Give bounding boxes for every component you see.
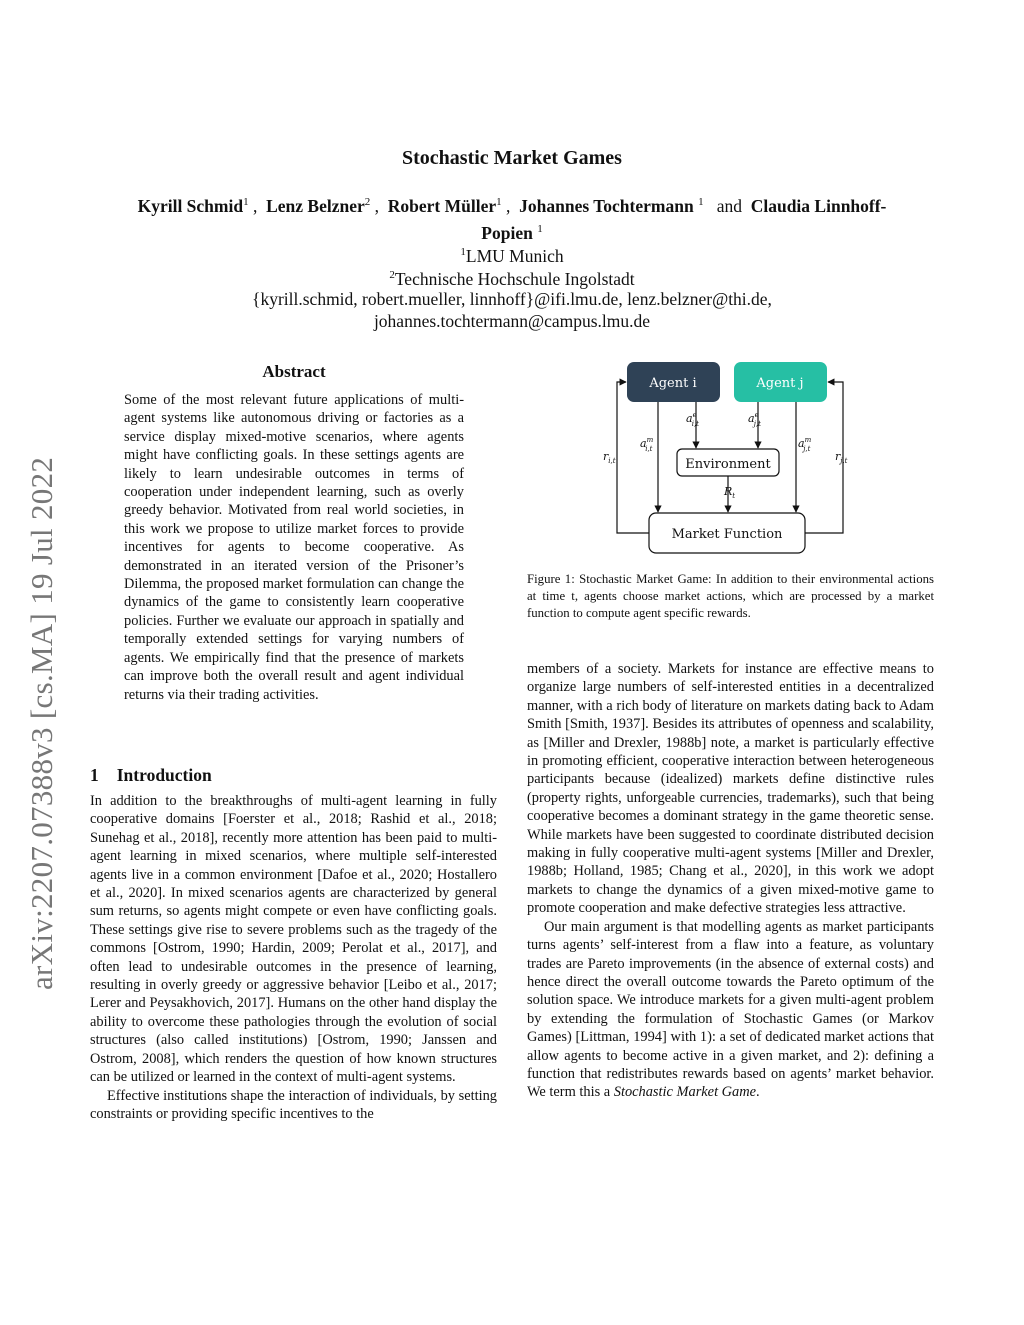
abstract-heading: Abstract <box>262 362 326 381</box>
affiliation-emails-1: {kyrill.schmid, robert.mueller, linnhoff}@ifi.lmu.de, lenz.belzner@thi.de, <box>252 289 772 309</box>
introduction-text <box>90 792 497 1123</box>
right-paragraph-2: Our main argument is that modelling agents as market participants turns agents’ self-interest from a flaw into a feature, as voluntary trades are Pareto improvements (in the absence of external costs) and hence direct the overall outcome towards the Pareto optimum of the solution space. We introduce markets for a given multi-agent problem by extending the formulation of Stochastic Games (or Markov Games) [Littman, 1994] with 1): a set of dedicated market actions that allow agents to become active in a given market, and 2): defining a function that redistributes rewards based on agents’ market behavior. We term this a Stochastic Market Game. <box>527 918 934 1101</box>
label-a-e-j: $a^e$ j,t <box>748 411 761 428</box>
intro-paragraph-2: Effective institutions shape the interaction of individuals, by setting constraints or providing specific incentives to the <box>90 1087 497 1122</box>
author-5: Claudia Linnhoff-Popien <box>481 195 887 243</box>
market-function-label: Market Function <box>671 527 783 542</box>
label-a-e-i: $a^e$ i,t <box>686 411 699 428</box>
agent-j-label: Agent j <box>756 376 804 391</box>
environment-label: Environment <box>685 457 771 472</box>
author-4: Johannes Tochtermann <box>519 195 694 216</box>
affiliation-emails-2: johannes.tochtermann@campus.lmu.de <box>373 311 651 331</box>
abstract-text: Some of the most relevant future applications of multi-agent systems like autonomous driving or factories as a service display mixed-motive scenarios, where agents might have conflicting goals. In these settings agents are likely to learn undesirable outcomes in terms of cooperation under independent learning, such as overly greedy behavior. Motivated from real world societies, in this work we propose to utilize market forces to provide incentives for agents to become cooperative. As demonstrated in an iterated version of the Prisoner’s Dilemma, the proposed market formulation can change the dynamics of the game to consistently learn cooperative policies. Further we evaluate our approach in spatially and temporally extended settings for varying numbers of agents. We empirically find that the presence of markets can improve both the overall result and agent individual returns via their trading activities. <box>124 392 464 703</box>
figure-stochastic-market-game <box>600 358 860 558</box>
label-r-j: $r_{j,t}$ <box>835 450 848 465</box>
right-paragraph-1: members of a society. Markets for instance are effective means to organize large numbers of self-interested entities in a decentralized manner, with a rich body of literature on markets dating back to Adam Smith [Smith, 1937]. Besides its attributes of openness and scalability, as [Miller and Drexler, 1988b] note, a market is particularly effective in promoting efficient, cooperative interaction between heterogeneous participants because (idealized) markets define distinctive rules (property rights, unforgeable currencies, trademarks), such that being cooperative becomes a dominant strategy in the game theoretic sense. While markets have been suggested to coordinate distributed decision making in fully cooperative multi-agent systems [Miller and Drexler, 1988b; Holland, 1985; Chang et al., 2020], in this work we adopt markets to change the dynamics of a given mixed-motive game to promote cooperation and make defective strategies less attractive. <box>527 661 934 917</box>
section-heading-introduction: 1 Introduction <box>90 765 212 785</box>
author-list: Kyrill Schmid$^1$ , Lenz Belzner$^2$ , Robert Müller$^1$ , Johannes Tochtermann $^1$ and Claudia Linnhoff-Popien $^1$ <box>137 195 887 243</box>
arrow-reward-i <box>617 382 649 533</box>
label-r-i: $r_{i,t}$ <box>603 450 616 465</box>
author-2: Lenz Belzner <box>266 195 365 216</box>
author-3: Robert Müller <box>387 195 497 216</box>
author-1: Kyrill Schmid <box>137 195 244 216</box>
agent-i-label: Agent i <box>649 376 697 391</box>
affiliation-1: $^1$LMU Munich <box>460 245 564 266</box>
paper-title: Stochastic Market Games <box>402 147 622 169</box>
label-a-m-i: $a^m$ i,t <box>640 436 654 453</box>
label-a-m-j: $a^m$ j,t <box>798 436 812 453</box>
right-column-text <box>527 660 934 1102</box>
affiliation-2: $^2$Technische Hochschule Ingolstadt <box>389 268 635 289</box>
arxiv-identifier: arXiv:2207.07388v3 [cs.MA] 19 Jul 2022 <box>24 456 59 990</box>
author-conjunction: and <box>716 195 742 216</box>
intro-paragraph-1: In addition to the breakthroughs of multi-agent learning in fully cooperative domains [Foerster et al., 2018; Rashid et al., 2018; Sunehag et al., 2018], recently more attention has been paid to multi-agent learning in mixed scenarios, where multiple self-interested agents live in a common environment [Dafoe et al., 2020; Hostallero et al., 2020]. In mixed scenarios agents are characterized by general sum returns, so agents might compete or even have conflicting goals. These settings give rise to severe problems such as the tragedy of the commons [Ostrom, 1990; Hardin, 2009; Perolat et al., 2017], and often lead to undesirable outcomes in the presence of learning, resulting in overly greedy or aggressive behavior [Leibo et al., 2017; Lerer and Peysakhovich, 2017]. Humans on the other hand display the ability to overcome these pathologies through the evolution of social structures (also called institutions) [Ostrom, 1990; Janssen and Ostrom, 2008], which renders the question of how known structures can be utilized or learned in the context of multi-agent systems. <box>90 793 497 1086</box>
label-R: $R_t$ <box>724 485 736 500</box>
figure-caption: Figure 1: Stochastic Market Game: In addition to their environmental actions at time t, agents choose market actions, which are processed by a market function to compute agent specific rewards. <box>527 572 934 620</box>
